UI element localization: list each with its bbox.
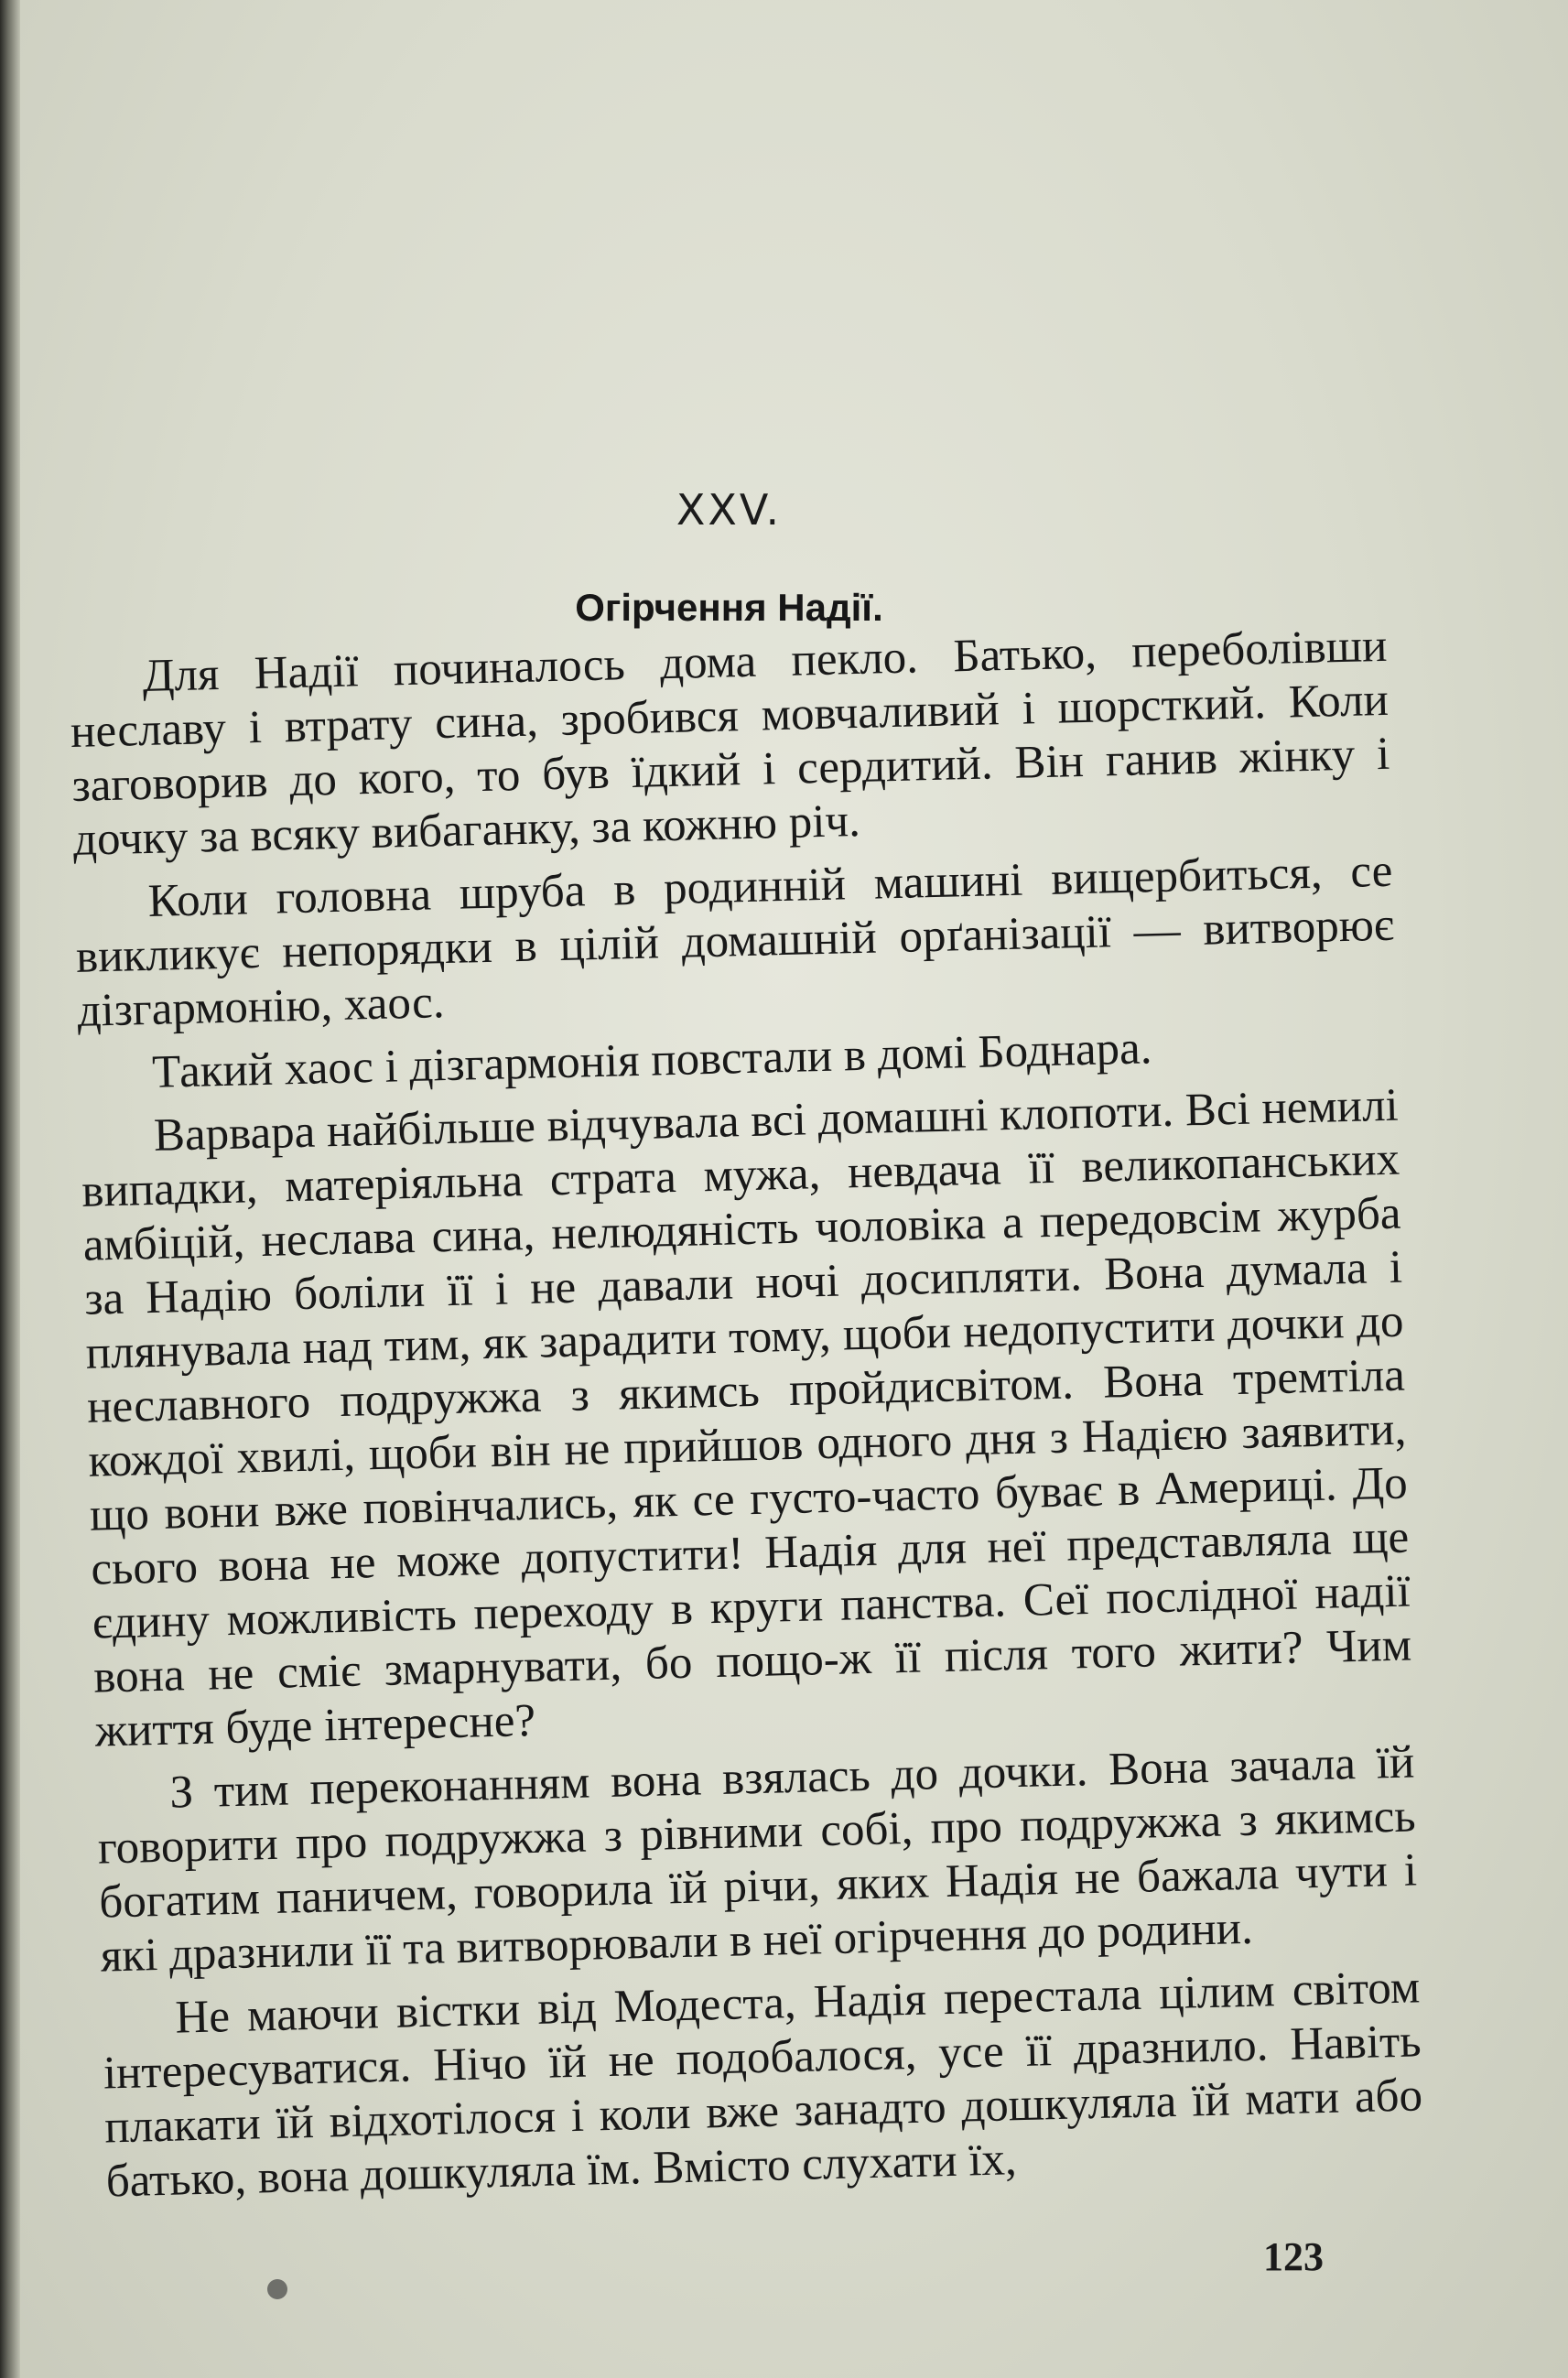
paragraph-5: З тим переконанням вона взялась до дочки. Вона зачала їй говорити про подружжа з рівними собі, про подружжа з якимсь богатим паничем, говорила їй річи, яких Надія не бажала чути і які дразнили її та витворювали в неї огірчення до родини.: [97, 1736, 1418, 1983]
paragraph-4: Варвара найбільше відчувала всі домашні клопоти. Всі немилі випадки, матеріяльна страта мужа, невдача її великопанських амбіцій, неслава сина, нелюдяність чоловіка а передовсім журба за Надію боліли її і не давали ночі досипляти. Вона думала і плянувала над тим, як зарадити тому, щоби недопустити дочки до неславного подружжа з якимсь пройдисвітом. Вона тремтіла кождої хвилі, щоби він не прийшов одного дня з Надією заявити, що вони вже повінчались, як се густо-часто буває в Америці. До сього вона не може допустити! Надія для неї представляла ще єдину можливість переходу в круги панства. Сеї послідної надії вона не сміє змарнувати, бо пощо-ж її після того жити? Чим життя буде інтересне?: [81, 1079, 1412, 1757]
paragraph-3: Такий хаос і дізгармонія повстали в домі Боднара.: [151, 1022, 1153, 1098]
paragraph-6: Не маючи вістки від Модеста, Надія перестала цілим світом інтересуватися. Нічо їй не подобалося, усе її дразнило. Навіть плакати їй відхотілося і коли вже занадто дошкуляла їй мати або батько, вона дошкуляла їм. Вмісто слухати їх,: [103, 1962, 1423, 2208]
paragraph-2: Коли головна шруба в родинній машині вищербиться, се викликує непорядки в цілій домашній орґанізації — витворює дізгармонію, хаос.: [75, 845, 1395, 1037]
chapter-title: Огірчення Надії.: [575, 586, 883, 629]
body-text: [69, 620, 1424, 2219]
chapter-number: XXV.: [676, 485, 783, 535]
paper-speck: [267, 2279, 287, 2299]
page-number: 123: [1263, 2234, 1324, 2279]
paragraph-1: Для Надії починалось дома пекло. Батько, переболівши неславу і втрату сина, зробився мовчаливий і шорсткий. Коли заговорив до кого, то був їдкий і сердитий. Він ганив жінку і дочку за всяку вибаганку, за кожню річ.: [70, 620, 1390, 866]
book-spine-shadow: [0, 0, 20, 2378]
